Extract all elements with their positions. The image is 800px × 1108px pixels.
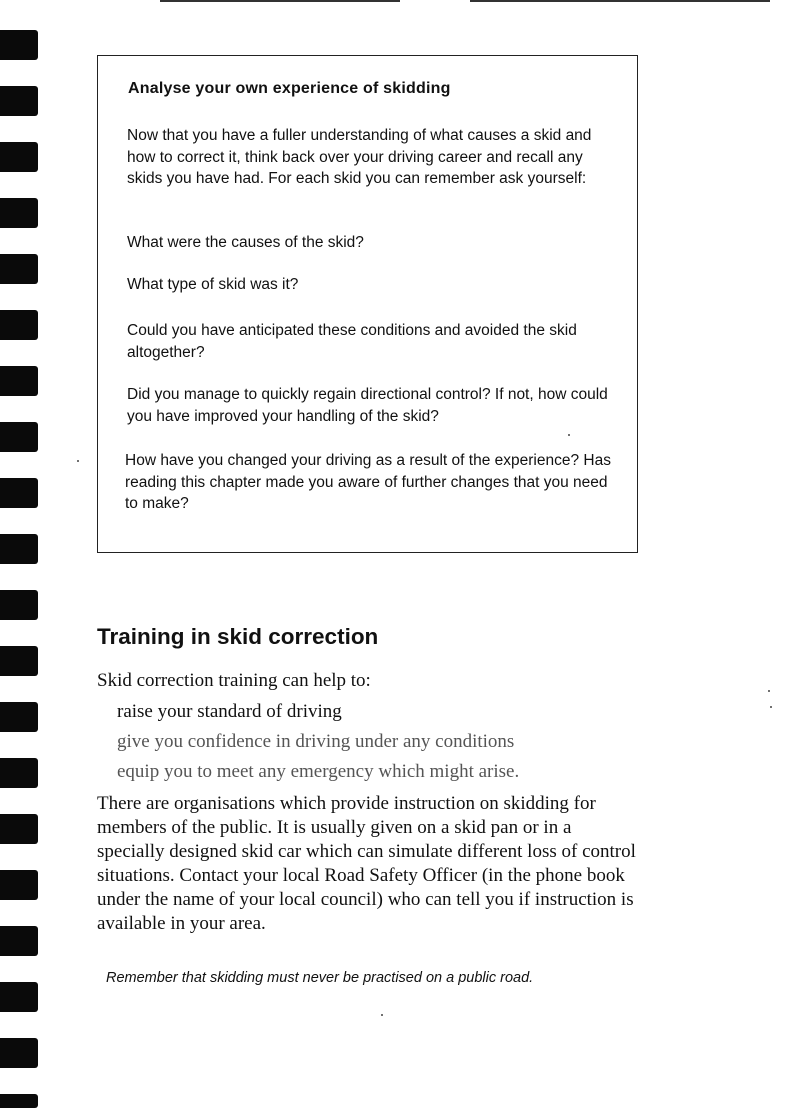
exercise-question: Did you manage to quickly regain directional control? If not, how could you have improved your handling of the skid? [127, 386, 608, 425]
binding-hole [0, 30, 38, 60]
exercise-question: What were the causes of the skid? [127, 234, 364, 251]
binding-hole [0, 926, 38, 956]
exercise-question: What type of skid was it? [127, 276, 299, 293]
binding-hole [0, 646, 38, 676]
safety-note: Remember that skidding must never be practised on a public road. [106, 970, 534, 986]
binding-hole [0, 758, 38, 788]
binding-hole [0, 534, 38, 564]
spiral-binding [0, 0, 40, 1108]
scan-speck [568, 434, 570, 436]
binding-hole [0, 870, 38, 900]
binding-hole [0, 478, 38, 508]
exercise-intro: Now that you have a fuller understanding of what causes a skid and how to correct it, think back over your driving career and recall any skids you have had. For each skid you can remember ask yourself: [127, 127, 592, 187]
list-item: give you confidence in driving under any conditions [117, 731, 515, 752]
scan-edge-line [470, 0, 770, 2]
scan-edge-line [160, 0, 400, 2]
binding-hole [0, 366, 38, 396]
binding-hole [0, 422, 38, 452]
section-intro: Skid correction training can help to: [97, 670, 371, 691]
exercise-question: Could you have anticipated these conditions and avoided the skid altogether? [127, 322, 577, 361]
binding-hole [0, 198, 38, 228]
binding-hole [0, 982, 38, 1012]
exercise-box [97, 55, 638, 553]
binding-hole [0, 86, 38, 116]
scan-speck [77, 460, 79, 462]
binding-hole [0, 142, 38, 172]
binding-hole [0, 254, 38, 284]
binding-hole [0, 590, 38, 620]
exercise-question: How have you changed your driving as a result of the experience? Has reading this chapter made you aware of further changes that you need to make? [125, 452, 611, 512]
list-item: equip you to meet any emergency which might arise. [117, 761, 520, 782]
scan-speck [770, 706, 772, 708]
list-item: raise your standard of driving [117, 701, 342, 722]
binding-hole [0, 310, 38, 340]
binding-hole [0, 1038, 38, 1068]
scan-speck [768, 690, 770, 692]
exercise-title: Analyse your own experience of skidding [128, 80, 451, 97]
binding-hole [0, 814, 38, 844]
section-heading: Training in skid correction [97, 624, 379, 649]
binding-hole [0, 702, 38, 732]
binding-hole [0, 1094, 38, 1108]
body-paragraph: There are organisations which provide instruction on skidding for members of the public. It is usually given on a skid pan or in a specially designed skid car which can simulate different loss of control situations. Contact your local Road Safety Officer (in the phone book under the name of your local council) who can tell you if instruction is available in your area. [97, 793, 636, 934]
scan-speck [381, 1014, 383, 1016]
